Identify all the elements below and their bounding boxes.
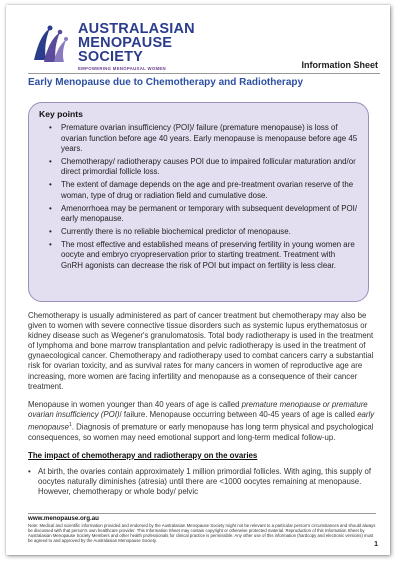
women-silhouette-icon [28,24,70,66]
information-sheet-page [6,5,390,555]
logo-tagline: EMPOWERING MENOPAUSAL WOMEN [78,66,166,71]
section-heading-impact: The impact of chemotherapy and radiotherapy on the ovaries [28,450,258,460]
document-type-label: Information Sheet [301,60,378,70]
page-footer [28,513,376,543]
website-link[interactable]: www.menopause.org.au [28,515,99,522]
ams-logo [28,22,228,74]
list-item [28,467,376,497]
key-point-item: • Chemotherapy/ radiotherapy causes POI due to impaired follicular maturation and/or direct primordial follicle loss. [61,157,358,178]
logo-wordmark [78,22,195,64]
logo-line-3: SOCIETY [78,49,144,65]
para2-part-a: Menopause in women younger than 40 years of age is called [28,399,242,409]
term-premature-menopause: premature menopause or premature ovarian insufficiency (POI) [28,399,368,419]
key-point-item: • Amenorrhoea may be permanent or temporary with subsequent development of POI/ early menopause. [61,204,358,225]
para2-part-c: . Diagnosis of premature or early menopause has long term physical and psychological consequences, so women may need emotional support and long-term medical follow-up. [28,422,374,442]
key-point-item: • Currently there is no reliable biochemical predictor of menopause. [61,227,358,238]
footnote-ref: 1 [69,421,72,428]
page-number: 1 [374,541,378,548]
key-point-item: • Premature ovarian insufficiency (POI)/ failure (premature menopause) is loss of ovarian function before age 40 years. Early menopause is menopause before age 45 years. [61,123,358,155]
key-points-box [28,102,369,302]
key-point-item: • The extent of damage depends on the age and pre-treatment ovarian reserve of the woman, type of drug or radiation field and cumulative dose. [61,180,358,201]
bullet-icon: • [28,466,31,476]
para2-part-b: / failure. Menopause occurring between 40-45 years of age is called [119,409,358,419]
key-point-item: • The most effective and established means of preserving fertility in young women are oocyte and embryo cryopreservation prior to starting treatment. Treatment with GnRH agonists can decrease the risk of POI but impact on fertility is less clear. [61,240,358,272]
key-points-heading: Key points [39,109,83,119]
key-points-list [39,123,358,271]
logo-line-2: MENOPAUSE [78,35,173,51]
bullet-text: At birth, the ovaries contain approximately 1 million primordial follicles. With aging, this supply of oocytes naturally diminishes (atresia) until there are <1000 oocytes remaining at menopause. However, chemotherapy or whole body/ pelvic [38,466,372,497]
logo-line-1: AUSTRALASIAN [78,21,195,37]
paragraph-menopause-definitions [28,400,376,443]
disclaimer-note: Note: Medical and scientific information provided and endorsed by the Australasian Menopause Society might not be relevant to a particular person's circumstances and should always be discussed with that person's own healthcare provider. This Information Sheet may contain copyright or otherwise protected material. Reproduction of this Information Sheet by Australasian Menopause Society Members and other health professionals for clinical practice is permissible. Any other use of this information (hardcopy and electronic versions) must be agreed to and approved by the Australasian Menopause Society. [28,523,376,544]
page-title: Early Menopause due to Chemotherapy and Radiotherapy [28,77,304,88]
header-divider [28,73,380,74]
paragraph-chemotherapy-intro: Chemotherapy is usually administered as part of cancer treatment but chemotherapy may also be given to women with severe connective tissue disorders such as systemic lupus erythematosus or kidney disease such as Wegener's granulomatosis. Total body radiotherapy is used in the treatment of lymphoma and bone marrow transplantation and pelvic radiotherapy is used in the treatment of gynaecological cancer. Chemotherapy and radiotherapy used to combat cancers carry a substantial risk for ovarian toxicity, and as survival rates for many cancers in women of reproductive age are increasing, more women are facing infertility and menopause as a consequence of their cancer treatment. [28,311,374,391]
term-early-menopause: early menopause [28,409,375,432]
body-text [28,311,376,497]
